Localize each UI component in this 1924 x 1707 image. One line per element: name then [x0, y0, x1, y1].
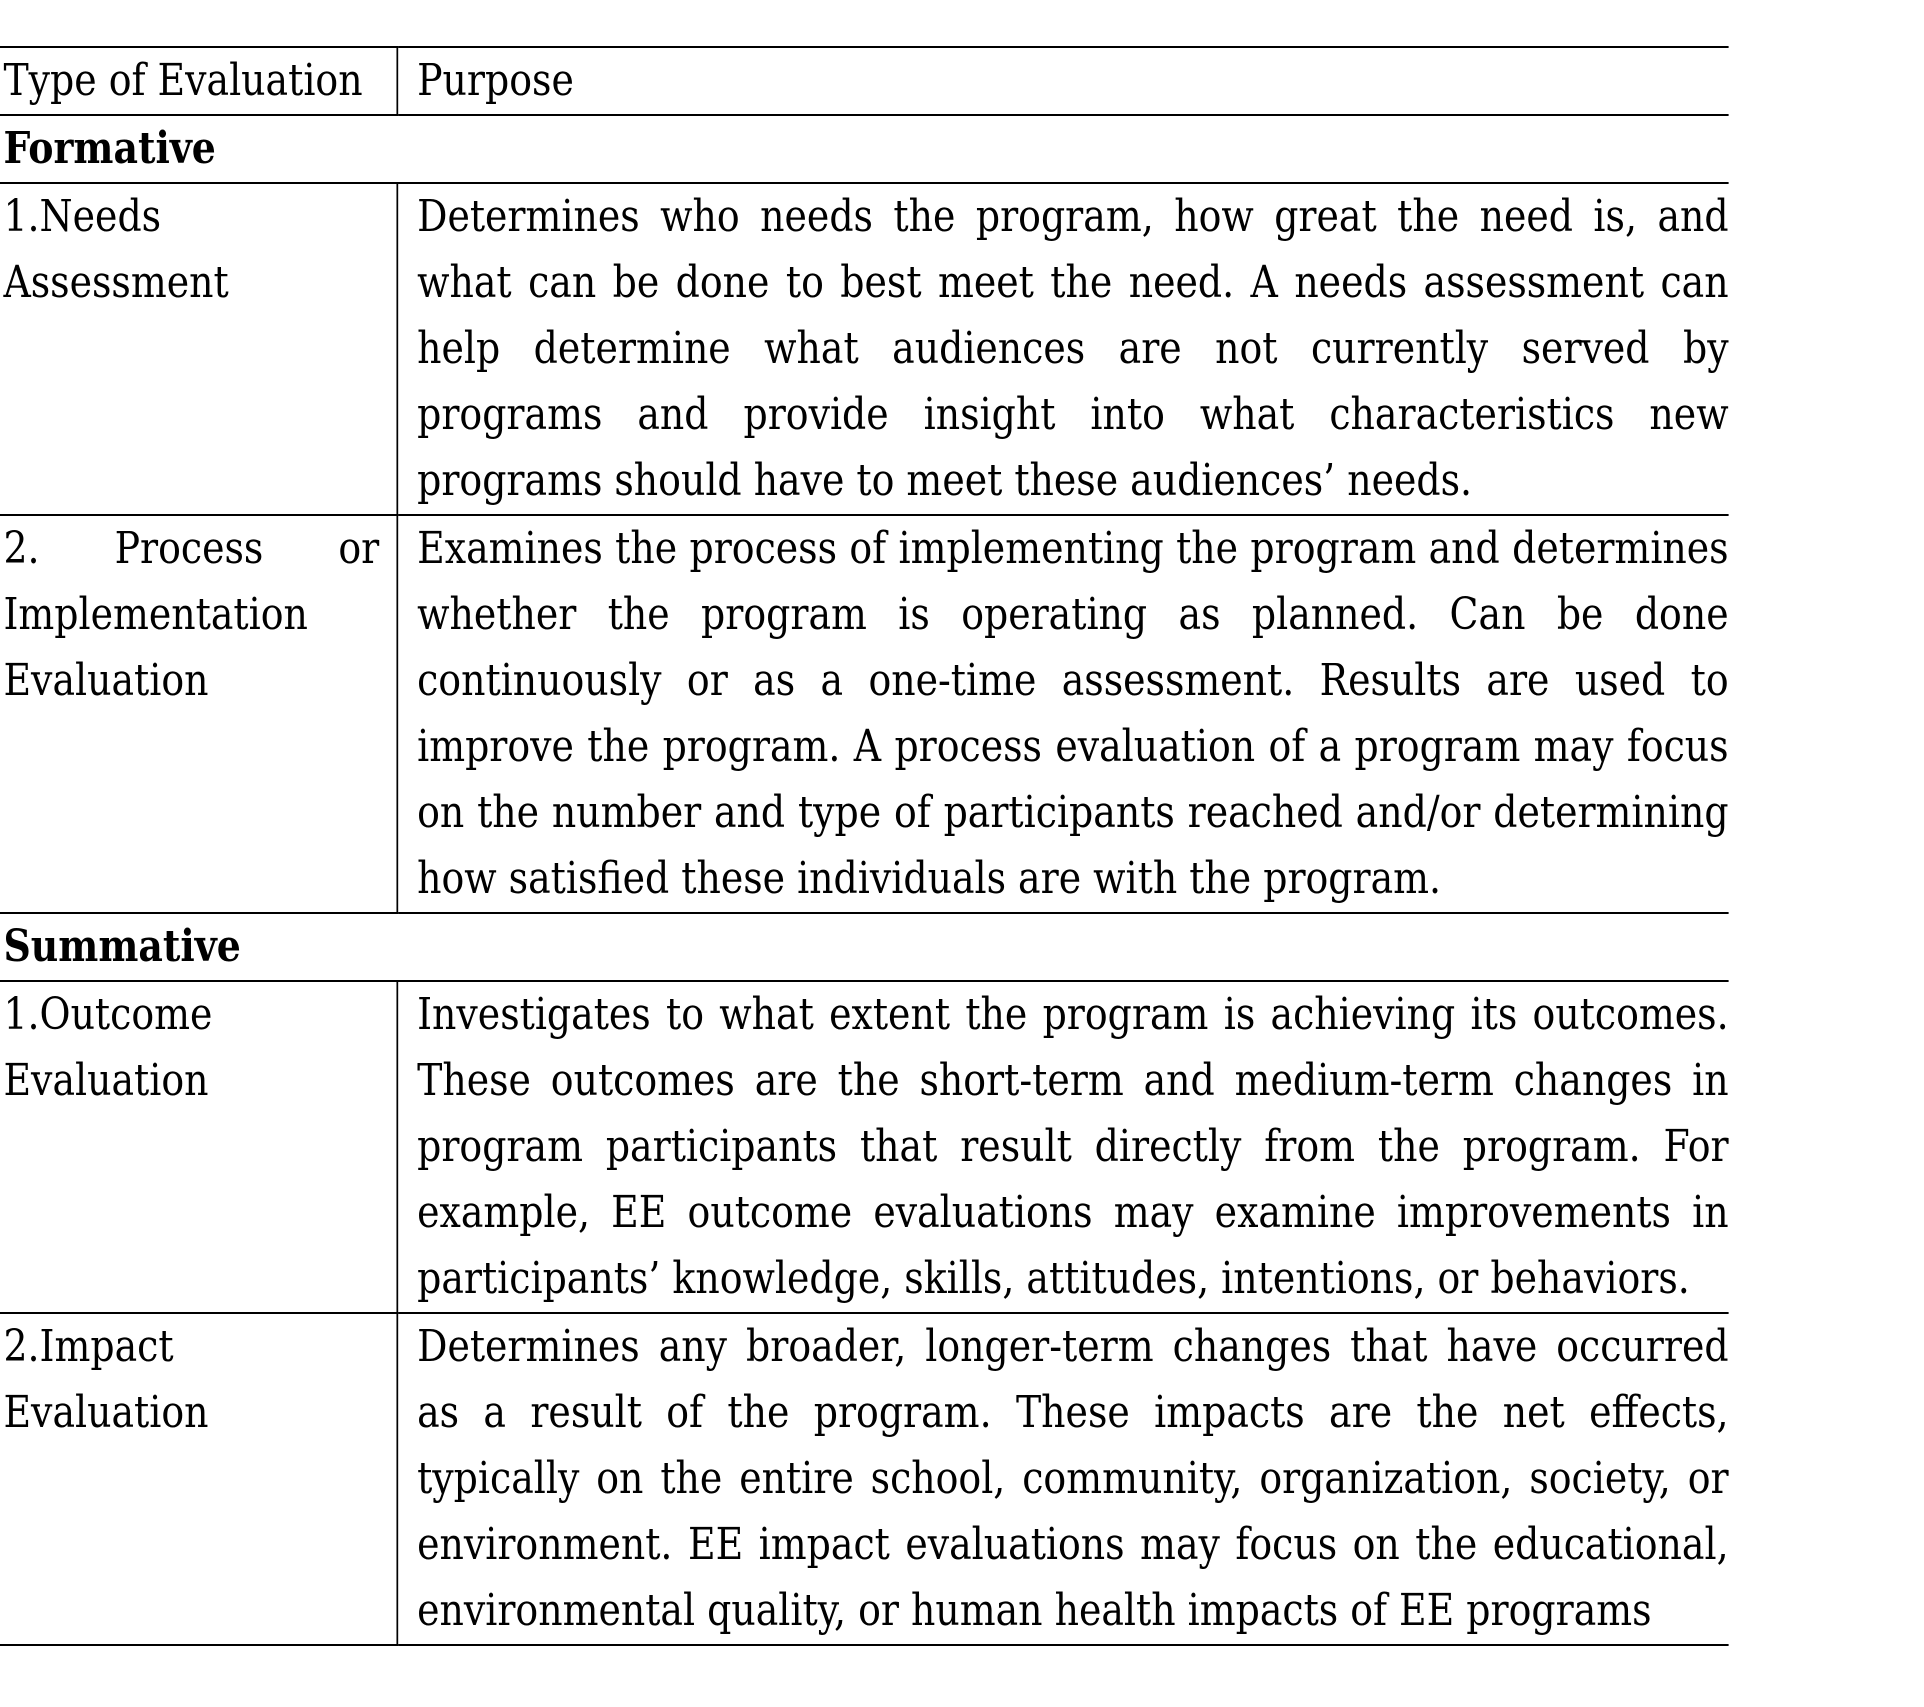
evaluation-purpose-cell: Determines who needs the program, how great the need is, and what can be done to best meet the need. A needs assessment can help determine what audiences are not currently served by programs and provide insight into what characteristics new programs should have to meet these audiences’ needs. — [397, 183, 1728, 515]
evaluation-purpose-cell: Investigates to what extent the program is achieving its outcomes. These outcomes are the short-term and medium-term changes in program participants that result directly from the program. For example, EE outcome evaluations may examine improvements in participants’ knowledge, skills, attitudes, intentions, or behaviors. — [397, 981, 1728, 1313]
evaluation-type-cell: 2.Impact Evaluation — [0, 1313, 397, 1645]
section-row-formative — [0, 115, 1729, 183]
evaluation-type-cell: 1.Outcome Evaluation — [0, 981, 397, 1313]
section-row-summative — [0, 913, 1729, 981]
evaluation-type-cell — [0, 515, 397, 913]
table-header-row — [0, 47, 1729, 115]
evaluation-purpose-cell: Examines the process of implementing the program and determines whether the program is operating as planned. Can be done continuously or as a one-time assessment. Results are used to improve the program. A process evaluation of a program may focus on the number and type of participants reached and/or determining how satisfied these individuals are with the program. — [397, 515, 1728, 913]
section-title-summative: Summative — [0, 913, 1729, 981]
evaluation-type-line1: 2. Process or — [3, 523, 380, 574]
evaluation-purpose-cell: Determines any broader, longer-term changes that have occurred as a result of the program. These impacts are the net effects, typically on the entire school, community, organization, society, or environment. EE impact evaluations may focus on the educational, environmental quality, or human health impacts of EE programs — [397, 1313, 1728, 1645]
table-row — [0, 1313, 1729, 1645]
table-row — [0, 183, 1729, 515]
evaluation-type-cell: 1.Needs Assessment — [0, 183, 397, 515]
evaluation-type-rest: Implementation Evaluation — [3, 589, 308, 706]
header-type-of-evaluation: Type of Evaluation — [0, 47, 397, 115]
evaluation-types-table — [0, 46, 1729, 1646]
header-purpose: Purpose — [397, 47, 1728, 115]
table-row — [0, 515, 1729, 913]
document-page — [0, 46, 1924, 1646]
section-title-formative: Formative — [0, 115, 1729, 183]
table-row — [0, 981, 1729, 1313]
